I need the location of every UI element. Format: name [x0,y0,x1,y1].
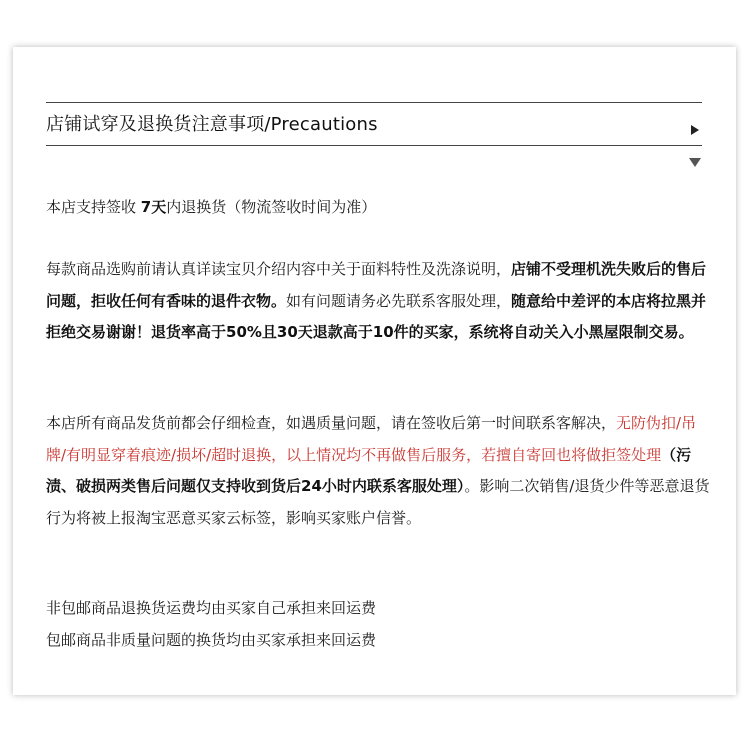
header-top-rule [46,102,702,103]
return-window-text-c: 内退换货（物流签收时间为准） [166,198,377,216]
return-window-paragraph [46,192,716,224]
quality-policy-text-a: 本店所有商品发货前都会仔细检查，如遇质量问题，请在签收后第一时间联系客解决， [46,414,617,432]
return-window-text-a: 本店支持签收 [46,198,141,216]
shipping-fee-line-1: 非包邮商品退换货运费均由买家自己承担来回运费 [46,599,377,617]
triangle-down-icon[interactable] [689,158,701,167]
care-policy-text-c: 如有问题请务必先联系客服处理， [286,291,512,310]
care-policy-paragraph [46,254,716,349]
precautions-card [13,47,736,695]
triangle-right-icon[interactable] [691,125,699,135]
shipping-fee-paragraph [46,593,716,656]
quality-policy-warning: 无防伪扣/吊牌/有明显穿着痕迹/损坏/超时退换，以上情况均不再做售后服务，若擅自寄回也将做拒签处理 [46,414,697,464]
return-window-days: 7天 [140,198,167,216]
care-policy-text-a: 每款商品选购前请认真详读宝贝介绍内容中关于面料特性及洗涤说明， [46,260,512,278]
header-bottom-rule [46,145,702,146]
quality-policy-text-c: 。影响二次销售/退货少件等恶意退货行为将被上报淘宝恶意买家云标签，影响买家账户信誉。 [46,477,710,527]
quality-policy-paragraph [46,408,716,534]
quality-policy-bold-b: （污渍、破损两类售后问题仅支持收到货后24小时内联系客服处理） [46,445,692,495]
section-title: 店铺试穿及退换货注意事项/Precautions [46,114,378,135]
care-policy-bold-b: 店铺不受理机洗失败后的售后问题，拒收任何有香味的退件衣物。 [46,260,707,310]
shipping-fee-line-2: 包邮商品非质量问题的换货均由买家承担来回运费 [46,630,377,649]
care-policy-bold-d: 随意给中差评的本店将拉黑并拒绝交易谢谢！退货率高于50%且30天退款高于10件的买家，系统将自动关入小黑屋限制交易。 [46,291,707,341]
